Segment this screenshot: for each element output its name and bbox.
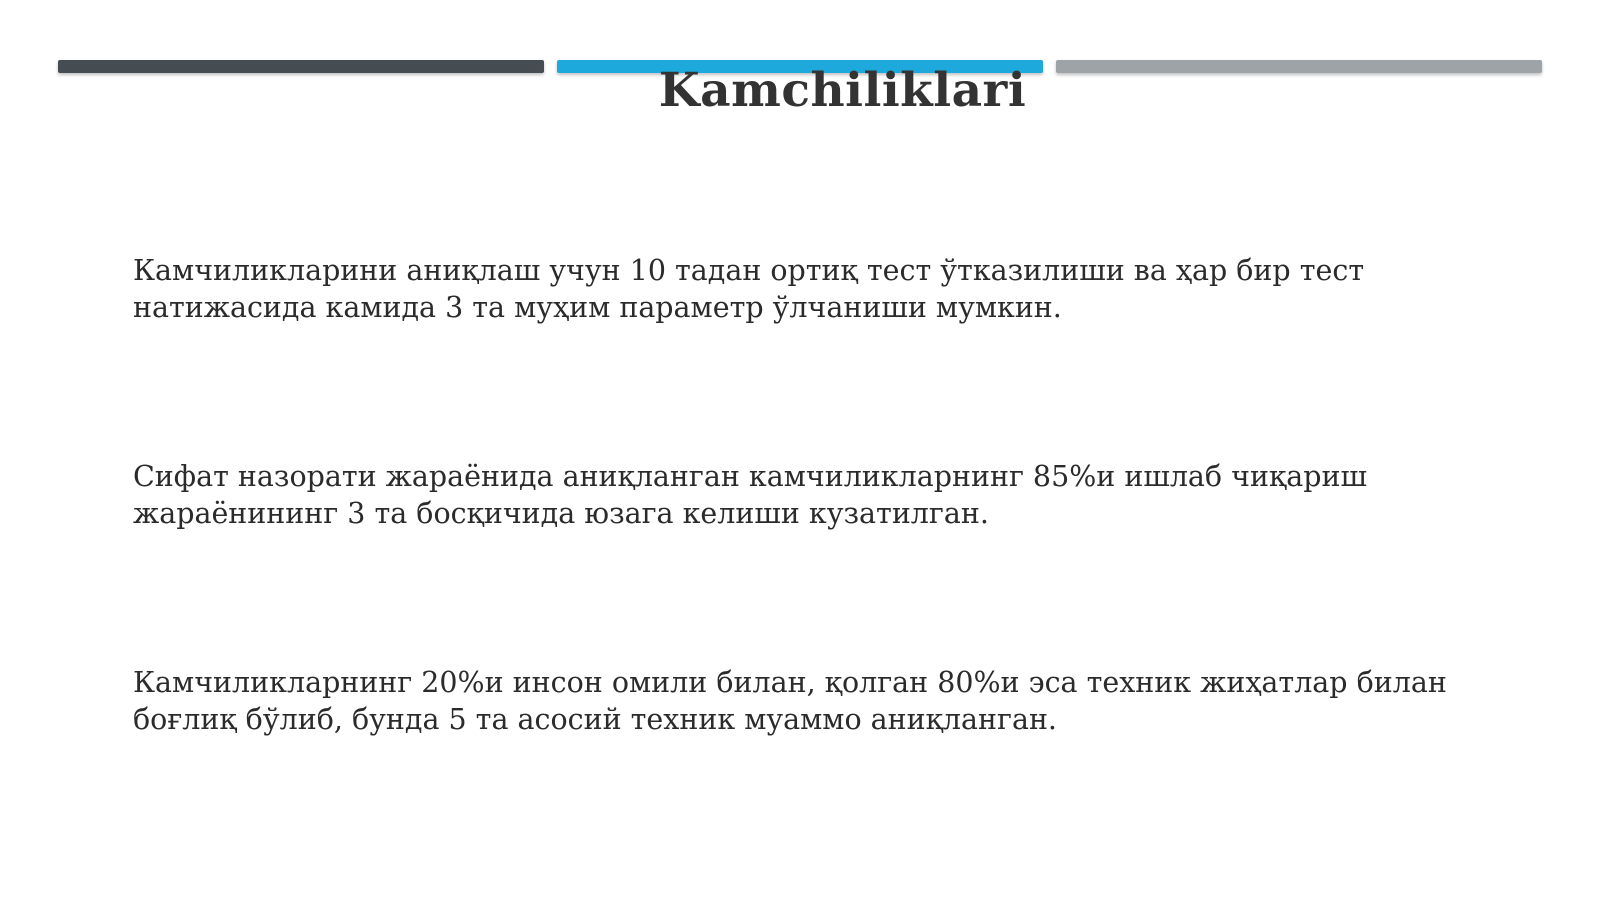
paragraph-tests: Камчиликларини аниқлаш учун 10 тадан ортиқ тест ўтказилиши ва ҳар бир тест натижасида камида 3 та муҳим параметр ўлчаниши мумкин. bbox=[133, 254, 1365, 324]
decorative-bar-light bbox=[1056, 60, 1542, 73]
title-container bbox=[600, 58, 1085, 124]
slide-title: Kamchiliklari bbox=[658, 63, 1027, 118]
paragraph-quality-control: Сифат назорати жараёнида аниқланган камчиликларнинг 85%и ишлаб чиқариш жараёнининг 3 та босқичида юзага келиши кузатилган. bbox=[133, 460, 1367, 530]
paragraph-causes: Камчиликларнинг 20%и инсон омили билан, қолган 80%и эса техник жиҳатлар билан боғлиқ бўлиб, бунда 5 та асосий техник муаммо аниқланган. bbox=[133, 666, 1447, 736]
decorative-bar-dark bbox=[58, 60, 544, 73]
